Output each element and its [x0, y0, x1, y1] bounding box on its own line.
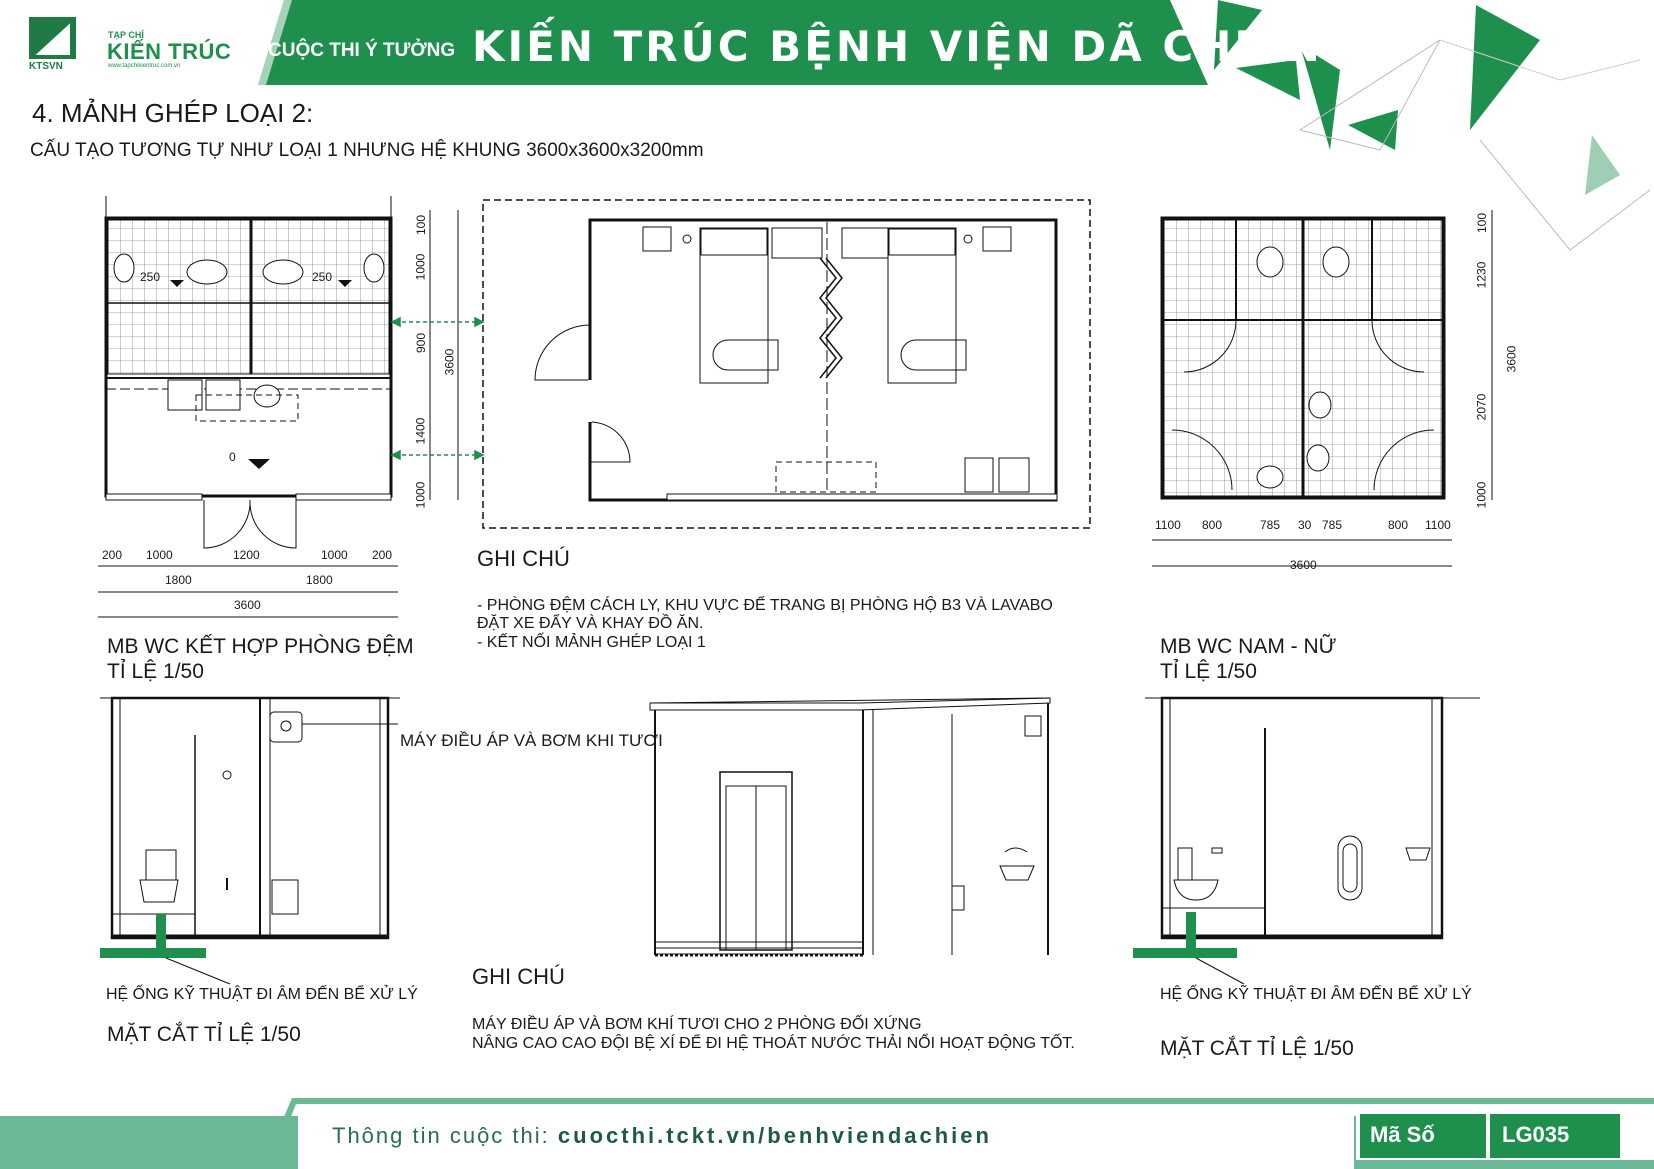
dim-label: 3600: [1504, 345, 1519, 373]
plan-right-scale: TỈ LỆ 1/50: [1160, 660, 1257, 683]
section-centre-drawing: [650, 698, 1050, 955]
dim-label: 1000: [1474, 481, 1489, 509]
contest-label: CUỘC THI Ý TƯỞNG: [268, 40, 456, 61]
magazine-logo: KIẾN TRÚC: [107, 39, 232, 64]
notes-bottom-line: NÂNG CAO CAO ĐỘI BỆ XÍ ĐỂ ĐI HỆ THOÁT NƯỚC THẢI NỔI HOẠT ĐỘNG TỐT.: [472, 1035, 1075, 1052]
dim-label: 1200: [233, 548, 260, 562]
ktsvn-logo: [29, 17, 76, 59]
notes-top-line: - KẾT NỐI MẢNH GHÉP LOẠI 1: [477, 634, 706, 651]
section-right-drawing: [1145, 698, 1480, 938]
section-right-pipe: [1133, 912, 1244, 984]
page-title: KIẾN TRÚC BỆNH VIỆN DÃ CHIẾN: [472, 22, 1323, 71]
section-title: 4. MẢNH GHÉP LOẠI 2:: [32, 98, 314, 128]
dim-label: 1800: [306, 573, 333, 587]
magazine-url: www.tapchikientruc.com.vn: [108, 63, 181, 69]
org-logo-text: KTSVN: [29, 61, 63, 72]
section-left-drawing: [100, 698, 400, 938]
notes-top-line: - PHÒNG ĐỆM CÁCH LY, KHU VỰC ĐỂ TRANG BỊ PHÒNG HỘ B3 VÀ LAVABO: [477, 597, 1053, 614]
dim-label: 30: [1298, 518, 1312, 532]
dim-label: 800: [1202, 518, 1223, 532]
elev-label: 250: [312, 270, 333, 284]
dim-label: 785: [1322, 518, 1343, 532]
dim-label: 1000: [146, 548, 173, 562]
dim-label: 785: [1260, 518, 1281, 532]
dim-label: 2070: [1474, 393, 1489, 421]
plan-right-label: MB WC NAM - NỮ: [1160, 635, 1337, 658]
plan-left-label: MB WC KẾT HỢP PHÒNG ĐỆM: [107, 635, 414, 658]
dim-label: 100: [414, 214, 429, 236]
footer-info-label: Thông tin cuộc thi:: [332, 1123, 558, 1148]
magazine-small-label: TẠP CHÍ: [108, 30, 144, 40]
dim-label: 800: [1388, 518, 1409, 532]
dim-label: 1800: [165, 573, 192, 587]
notes-bottom-line: MÁY ĐIỀU ÁP VÀ BƠM KHÍ TƯƠI CHO 2 PHÒNG ĐỐI XỨNG: [472, 1016, 922, 1033]
elev-label: 250: [140, 270, 161, 284]
dim-label: 1100: [1155, 518, 1181, 532]
plan-left-scale: TỈ LỆ 1/50: [107, 660, 204, 683]
connection-arrows: [392, 318, 483, 459]
footer-info-url[interactable]: cuocthi.tckt.vn/benhviendachien: [557, 1123, 992, 1148]
dim-label: 1230: [1474, 261, 1489, 289]
notes-top-heading: GHI CHÚ: [477, 546, 570, 571]
pipe-note-left: HỆ ỐNG KỸ THUẬT ĐI ÂM ĐẾN BỂ XỬ LÝ: [106, 986, 418, 1003]
dim-label: 3600: [442, 348, 457, 376]
dim-label: 1000: [321, 548, 348, 562]
dim-label: 1000: [413, 253, 428, 281]
dim-label: 1400: [413, 417, 428, 445]
notes-bottom-heading: GHI CHÚ: [472, 964, 565, 989]
dim-label: 900: [414, 332, 429, 354]
dim-label: 200: [372, 548, 393, 562]
dim-label: 3600: [1290, 558, 1317, 572]
section-subtitle: CẤU TẠO TƯƠNG TỰ NHƯ LOẠI 1 NHƯNG HỆ KHUNG 3600x3600x3200mm: [30, 140, 704, 161]
code-label: Mã Số: [1370, 1122, 1435, 1147]
plan-right-drawing: [1152, 210, 1492, 566]
footer-info: [332, 1123, 992, 1149]
plan-centre-drawing: [483, 200, 1090, 528]
notes-top-line: ĐẶT XE ĐẨY VÀ KHAY ĐỒ ĂN.: [477, 615, 704, 632]
dim-label: 200: [102, 548, 123, 562]
dim-label: 3600: [234, 598, 261, 612]
elev-label: 0: [229, 450, 236, 464]
dim-label: 1000: [413, 481, 428, 509]
dim-label: 1100: [1425, 518, 1451, 532]
air-pump-callout: MÁY ĐIỀU ÁP VÀ BƠM KHI TƯƠI: [400, 731, 663, 750]
pipe-note-right: HỆ ỐNG KỸ THUẬT ĐI ÂM ĐẾN BỂ XỬ LÝ: [1160, 986, 1472, 1003]
dim-label: 100: [1475, 212, 1490, 234]
code-value: LG035: [1502, 1122, 1570, 1147]
section-left-label: MẶT CẮT TỈ LỆ 1/50: [107, 1023, 301, 1046]
section-right-label: MẶT CẮT TỈ LỆ 1/50: [1160, 1037, 1354, 1060]
